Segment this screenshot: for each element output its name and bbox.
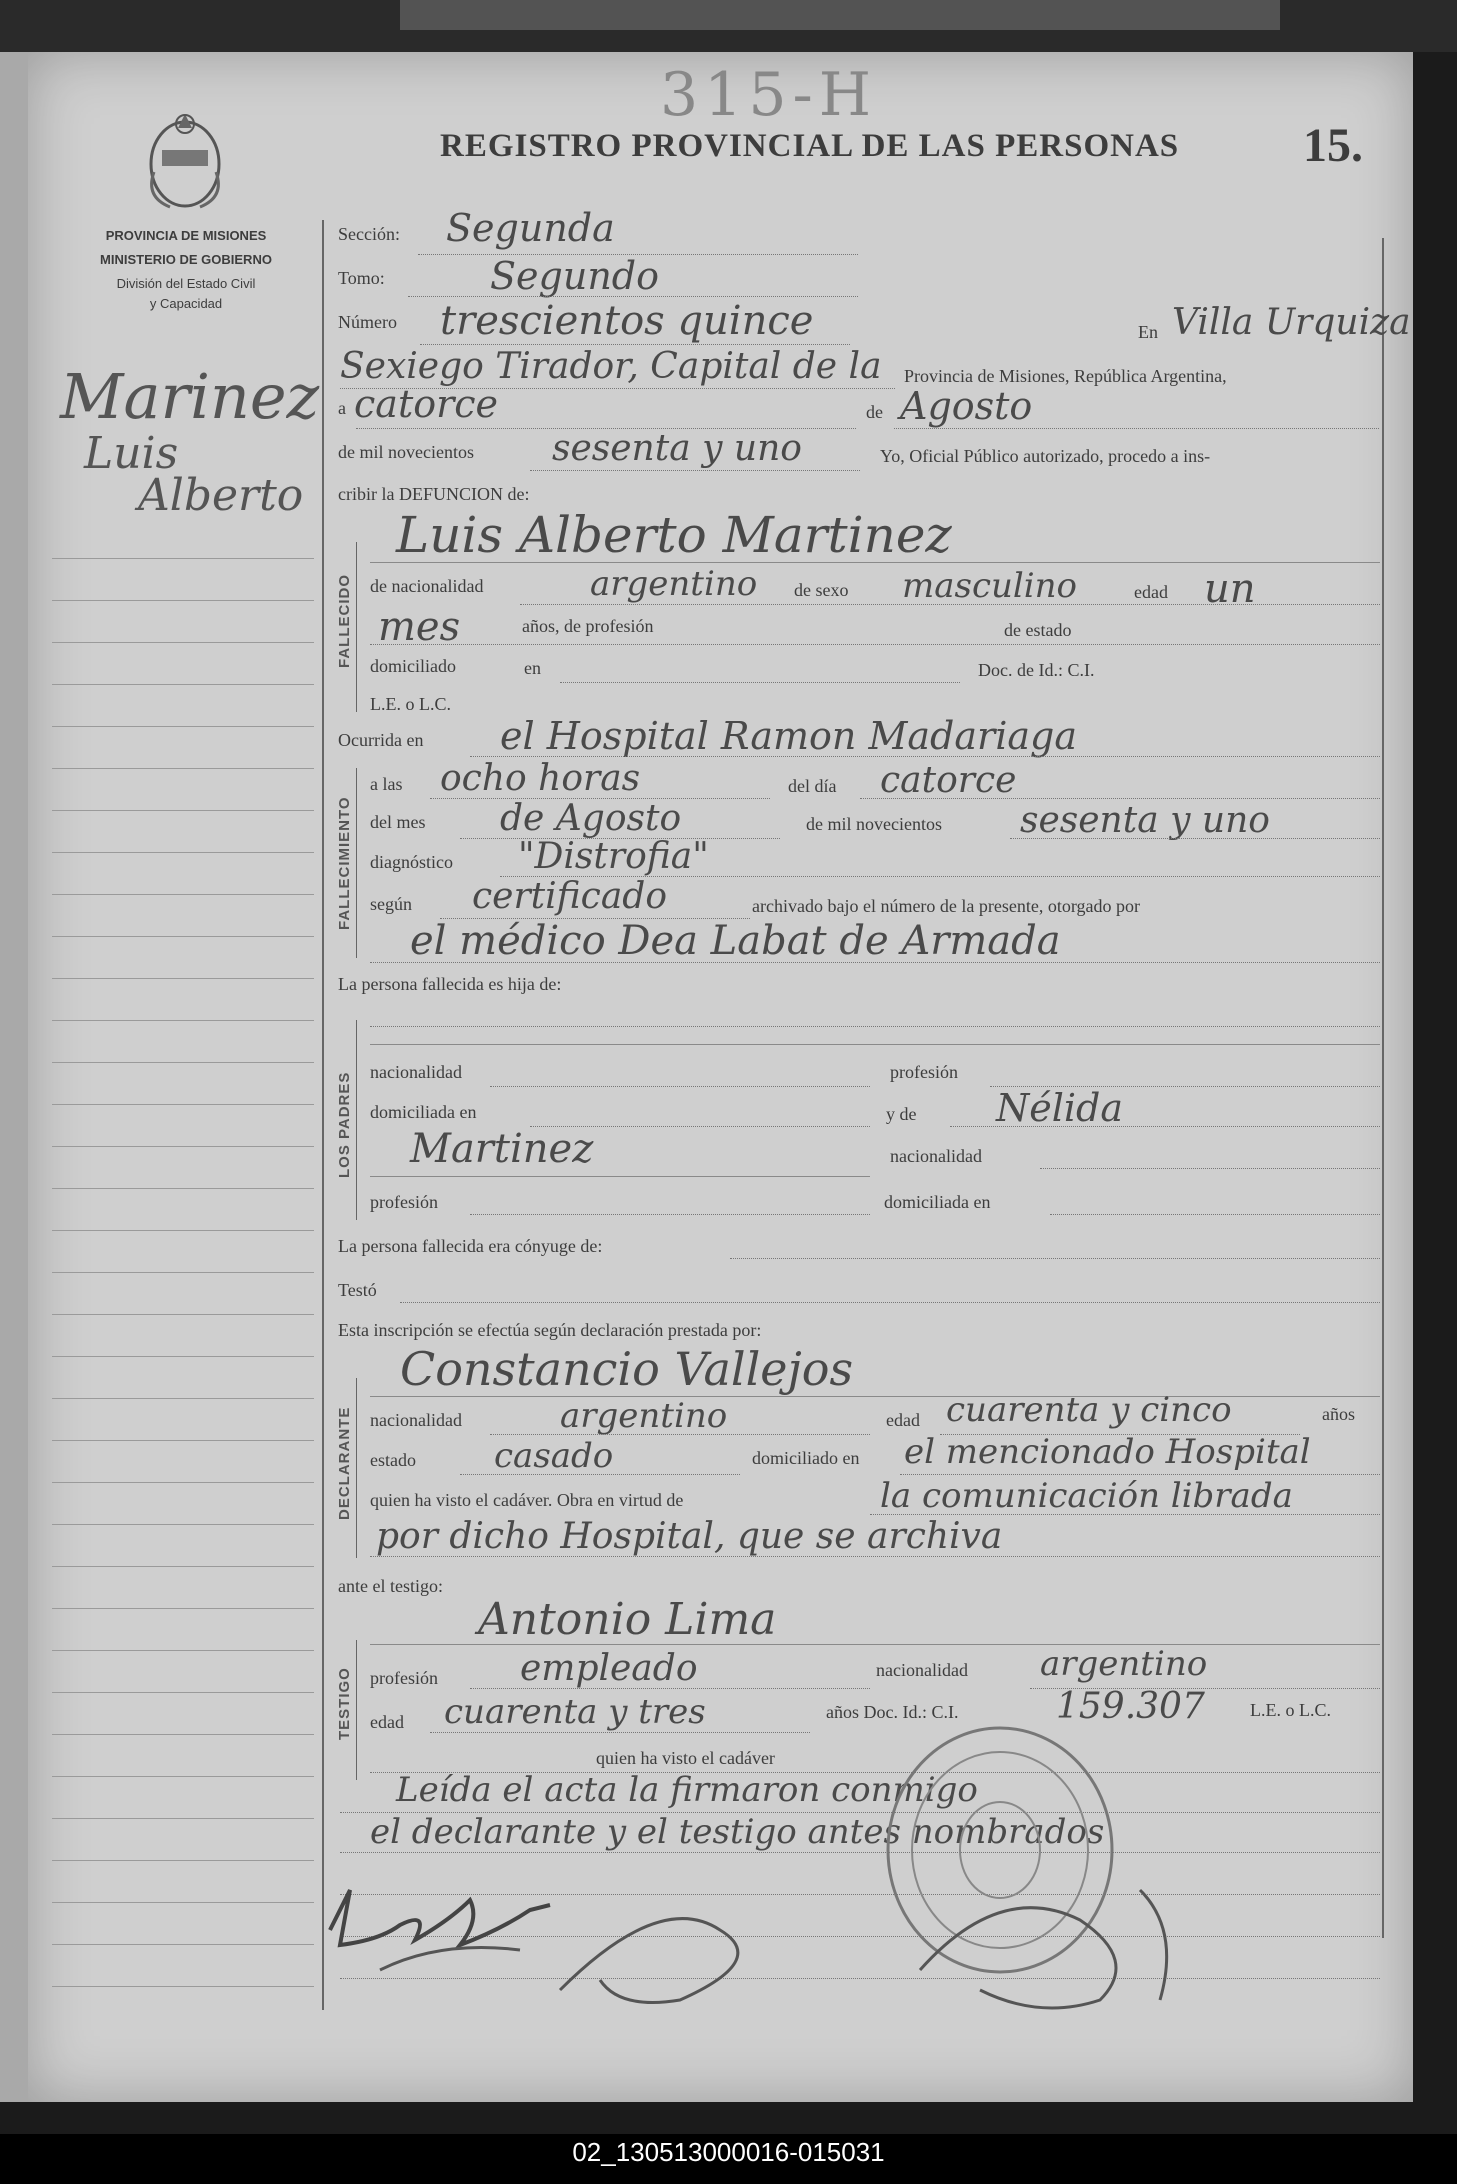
division-label: División del Estado Civil [116, 276, 256, 291]
margin-line [52, 1860, 314, 1861]
margin-line [52, 600, 314, 601]
margin-line [52, 1356, 314, 1357]
margin-line [52, 894, 314, 895]
mil-label: de mil novecientos [338, 442, 474, 462]
de-value: Agosto [900, 384, 1033, 428]
capital-value: Sexiego Tirador, Capital de la [340, 346, 882, 387]
yde-line [950, 1126, 1380, 1127]
testigo-edad-value: cuarenta y tres [444, 1692, 706, 1732]
de-mil-value: sesenta y uno [1020, 800, 1270, 841]
del-dia-line [860, 798, 1380, 799]
madre-surname: Martinez [410, 1126, 594, 1172]
margin-line [52, 1986, 314, 1987]
declarante-estado-value: casado [494, 1436, 614, 1476]
margin-line [52, 1902, 314, 1903]
testigo-edad-line [430, 1732, 810, 1733]
madre-profesion-label: profesión [370, 1192, 438, 1212]
seccion-label: Sección: [338, 224, 400, 244]
form-left-border [322, 220, 324, 2010]
nacionalidad-line [520, 604, 1380, 605]
padre-nacionalidad-line [490, 1086, 870, 1087]
ocurrida-value: el Hospital Ramon Madariaga [500, 714, 1077, 758]
declarante-bracket [356, 1378, 357, 1558]
margin-line [52, 1650, 314, 1651]
ante-testigo-text: ante el testigo: [338, 1576, 443, 1596]
madre-first-name: Nélida [996, 1086, 1124, 1130]
testigo-anos-doc-label: años Doc. Id.: C.I. [826, 1702, 959, 1722]
diagnostico-label: diagnóstico [370, 852, 453, 872]
testigo-profesion-value: empleado [520, 1648, 698, 1689]
padre-name-line [370, 1026, 1380, 1027]
declarante-edad-value: cuarenta y cinco [946, 1390, 1232, 1430]
segun-label: según [370, 894, 412, 914]
margin-line [52, 1524, 314, 1525]
officer-signature-icon [540, 1850, 1220, 2020]
declarante-visto-line [870, 1514, 1380, 1515]
declarante-nacionalidad-value: argentino [560, 1396, 728, 1436]
numero-value: trescientos quince [440, 298, 814, 344]
estado-label: de estado [1004, 620, 1072, 640]
provincia-text: Provincia de Misiones, República Argentina, [904, 366, 1227, 386]
doc-label: Doc. de Id.: C.I. [978, 660, 1095, 680]
margin-line [52, 1566, 314, 1567]
margin-line [52, 1188, 314, 1189]
del-dia-value: catorce [880, 760, 1017, 801]
padre-nacionalidad-label: nacionalidad [370, 1062, 462, 1082]
testigo-name-line [370, 1644, 1380, 1645]
edad-value: un [1204, 566, 1256, 612]
declarante-edad-label: edad [886, 1410, 920, 1430]
sexo-label: de sexo [794, 580, 849, 600]
margin-line [52, 1692, 314, 1693]
le-lc-label: L.E. o L.C. [370, 694, 451, 714]
oficial-text: Yo, Oficial Público autorizado, procedo a ins- [880, 446, 1211, 466]
tomo-value: Segundo [490, 254, 659, 298]
margin-line [52, 810, 314, 811]
margin-line [52, 936, 314, 937]
capacity-label: y Capacidad [149, 296, 223, 311]
conyuge-line [730, 1258, 1380, 1259]
medico-value: el médico Dea Labat de Armada [410, 918, 1061, 964]
a-value: catorce [354, 382, 499, 426]
margin-line [52, 1104, 314, 1105]
margin-line [52, 1440, 314, 1441]
padres-bracket [356, 1020, 357, 1220]
nacionalidad-value: argentino [590, 564, 758, 604]
yde-label: y de [886, 1104, 917, 1124]
margin-line [52, 1314, 314, 1315]
margin-line [52, 852, 314, 853]
a-label: a [338, 398, 346, 418]
domiciliado-label: domiciliado [370, 656, 456, 676]
margin-line [52, 1482, 314, 1483]
declarante-visto-value: la comunicación librada [880, 1476, 1293, 1516]
margin-second-name: Alberto [138, 470, 304, 521]
fallecimiento-section-label: FALLECIMIENTO [336, 796, 353, 930]
margin-line [52, 1062, 314, 1063]
padres-top-line [370, 1044, 1380, 1045]
margin-line [52, 1734, 314, 1735]
margin-line [52, 1230, 314, 1231]
en-label: En [1138, 322, 1158, 342]
declarante-estado-line [460, 1474, 740, 1475]
del-dia-label: del día [788, 776, 837, 796]
diagnostico-value: "Distrofia" [518, 836, 709, 877]
declarante-anos-label: años [1322, 1404, 1355, 1424]
madre-profesion-line [470, 1214, 870, 1215]
padres-section-label: LOS PADRES [336, 1071, 353, 1178]
margin-line [52, 642, 314, 643]
mil-value: sesenta y uno [552, 428, 802, 469]
fallecimiento-bracket [356, 768, 357, 958]
page-number: 15. [1303, 119, 1363, 172]
register-number-handwritten: 315-H [660, 60, 878, 130]
testigo-profesion-label: profesión [370, 1668, 438, 1688]
numero-line [420, 344, 850, 345]
margin-line [52, 1146, 314, 1147]
book-spine [0, 52, 28, 2102]
tomo-line [408, 296, 858, 297]
inscripcion-text: Esta inscripción se efectúa según declaración prestada por: [338, 1320, 762, 1340]
margin-line [52, 684, 314, 685]
declarante-domiciliado-label: domiciliado en [752, 1448, 860, 1468]
segun-value: certificado [472, 876, 668, 917]
margin-line [52, 1608, 314, 1609]
madre-nacionalidad-line [1040, 1168, 1380, 1169]
edad-label: edad [1134, 582, 1168, 602]
margin-line [52, 1272, 314, 1273]
margin-line [52, 1818, 314, 1819]
testigo-profesion-line [470, 1688, 870, 1689]
en-value: Villa Urquiza [1172, 302, 1411, 343]
domiciliado-en-label: en [524, 658, 541, 678]
del-mes-value: de Agosto [500, 798, 682, 839]
ocurrida-label: Ocurrida en [338, 730, 424, 750]
margin-line [52, 1776, 314, 1777]
numero-label: Número [338, 312, 397, 332]
closing-line-1: Leída el acta la firmaron conmigo [396, 1770, 978, 1810]
declarante-hospital-line [370, 1556, 1380, 1557]
margin-line [52, 1944, 314, 1945]
seccion-value: Segunda [446, 206, 615, 250]
form-right-border [1382, 238, 1384, 1938]
de-mil-line [1010, 838, 1380, 839]
de-label: de [866, 402, 883, 422]
margin-line [52, 726, 314, 727]
inscribir-text: cribir la DEFUNCION de: [338, 484, 530, 504]
padre-profesion-label: profesión [890, 1062, 958, 1082]
sexo-value: masculino [902, 566, 1078, 606]
testigo-le-lc-label: L.E. o L.C. [1250, 1700, 1331, 1720]
anos-profesion-label: años, de profesión [522, 616, 654, 636]
hija-text: La persona fallecida es hija de: [338, 974, 562, 994]
testigo-name: Antonio Lima [478, 1594, 777, 1645]
madre-nacionalidad-label: nacionalidad [890, 1146, 982, 1166]
margin-first-name: Luis [84, 428, 179, 479]
madre-domiciliada-line [1050, 1214, 1380, 1215]
fallecido-name: Luis Alberto Martinez [396, 506, 952, 564]
margin-line [52, 1398, 314, 1399]
padre-domiciliada-label: domiciliada en [370, 1102, 477, 1122]
domiciliado-line [560, 682, 960, 683]
testigo-section-label: TESTIGO [336, 1667, 353, 1740]
medico-line [370, 962, 1380, 963]
testigo-edad-label: edad [370, 1712, 404, 1732]
province-label: PROVINCIA DE MISIONES [105, 228, 267, 243]
a-las-label: a las [370, 774, 403, 794]
testo-line [400, 1302, 1380, 1303]
register-title: REGISTRO PROVINCIAL DE LAS PERSONAS [440, 128, 1180, 164]
declarante-section-label: DECLARANTE [336, 1406, 353, 1520]
coat-of-arms-icon [140, 102, 230, 217]
mil-line [530, 470, 860, 471]
declarante-estado-label: estado [370, 1450, 416, 1470]
margin-line [52, 768, 314, 769]
archivado-text: archivado bajo el número de la presente, otorgado por [752, 896, 1141, 916]
declarante-domiciliado-value: el mencionado Hospital [904, 1432, 1311, 1472]
declarante-hospital-value: por dicho Hospital, que se archiva [376, 1516, 1003, 1557]
margin-line [52, 1020, 314, 1021]
fallecido-bracket [356, 542, 357, 712]
testigo-nacionalidad-label: nacionalidad [876, 1660, 968, 1680]
image-caption: 02_130513000016-015031 [572, 2137, 885, 2167]
testigo-bracket [356, 1640, 357, 1780]
margin-surname: Marinez [60, 360, 320, 433]
margin-line [52, 558, 314, 559]
testo-text: Testó [338, 1280, 377, 1300]
madre-name-line [370, 1176, 870, 1177]
edad-line [370, 644, 1380, 645]
testigo-nacionalidad-value: argentino [1040, 1644, 1208, 1684]
de-line [894, 428, 1379, 429]
declarante-domiciliado-line [900, 1474, 1380, 1475]
closing-line-2: el declarante y el testigo antes nombrados [370, 1812, 1105, 1852]
declarante-nacionalidad-label: nacionalidad [370, 1410, 462, 1430]
del-mes-label: del mes [370, 812, 426, 832]
next-page-edge [400, 0, 1280, 30]
testigo-visto-text: quien ha visto el cadáver [596, 1748, 775, 1768]
margin-line [52, 978, 314, 979]
nacionalidad-label: de nacionalidad [370, 576, 484, 596]
de-mil-label: de mil novecientos [806, 814, 942, 834]
fallecido-section-label: FALLECIDO [336, 574, 353, 668]
edad-unit-value: mes [378, 604, 461, 650]
declarante-nacionalidad-line [490, 1434, 870, 1435]
fallecido-name-line [370, 562, 1380, 563]
conyuge-text: La persona fallecida era cónyuge de: [338, 1236, 603, 1256]
madre-domiciliada-label: domiciliada en [884, 1192, 991, 1212]
declarante-name: Constancio Vallejos [400, 1342, 854, 1396]
tomo-label: Tomo: [338, 268, 385, 288]
ocurrida-line [470, 756, 1380, 757]
declarante-visto-text: quien ha visto el cadáver. Obra en virtud de [370, 1490, 684, 1510]
a-las-value: ocho horas [440, 758, 641, 799]
testigo-doc-value: 159.307 [1056, 1686, 1205, 1727]
ministry-label: MINISTERIO DE GOBIERNO [100, 252, 272, 267]
